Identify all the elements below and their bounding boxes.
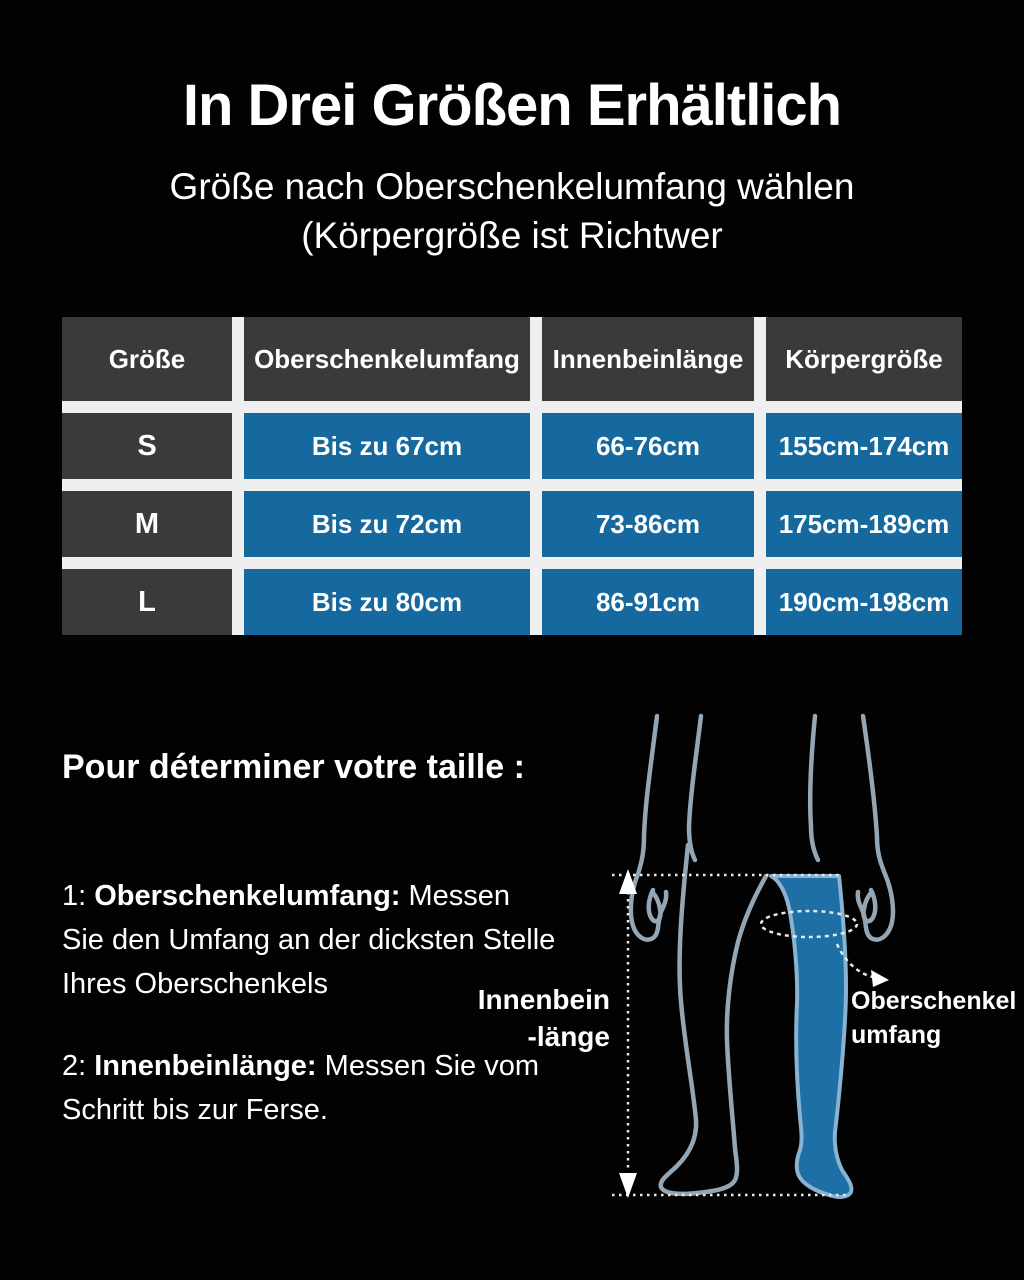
thigh-circumference-label	[851, 984, 1016, 1052]
thigh-label-line-2: umfang	[851, 1021, 942, 1049]
table-row-s-size: S	[62, 413, 232, 479]
legs-measurement-diagram	[605, 712, 1015, 1212]
table-row-m-inseam: 73-86cm	[542, 491, 754, 557]
thigh-label-line-1: Oberschenkel	[851, 987, 1017, 1015]
table-row-s-thigh: Bis zu 67cm	[244, 413, 530, 479]
size-table	[62, 317, 962, 635]
right-hand-finger	[864, 890, 876, 921]
column-header-size: Größe	[62, 317, 232, 401]
table-row-s-inseam: 66-76cm	[542, 413, 754, 479]
right-arm-inner-line	[810, 716, 818, 860]
inseam-label-line-1: Innenbein	[477, 984, 610, 1015]
step-2-text: Messen Sie vom Schritt bis zur Ferse.	[62, 1050, 540, 1126]
column-header-inseam: Innenbeinlänge	[542, 317, 754, 401]
subtitle-line-2: (Körpergröße ist Richtwer	[301, 215, 723, 256]
left-leg-outline	[661, 845, 766, 1194]
column-header-height: Körpergröße	[766, 317, 962, 401]
left-arm-inner-line	[689, 716, 701, 860]
table-row-m-height: 175cm-189cm	[766, 491, 962, 557]
left-hand-finger	[649, 890, 661, 921]
table-row-m-thigh: Bis zu 72cm	[244, 491, 530, 557]
table-row-l-inseam: 86-91cm	[542, 569, 754, 635]
page-title: In Drei Größen Erhältlich	[182, 73, 842, 138]
table-row-l-size: L	[62, 569, 232, 635]
guide-heading: Pour déterminer votre taille :	[62, 748, 525, 786]
page-subtitle	[0, 162, 1024, 260]
highlighted-leg	[771, 876, 851, 1197]
step-2-number: 2:	[62, 1050, 87, 1082]
step-1-text: Messen Sie den Umfang an der dicksten Stelle Ihres Oberschenkels	[62, 880, 556, 1000]
inseam-label-line-2: -länge	[527, 1021, 610, 1052]
table-row-s-height: 155cm-174cm	[766, 413, 962, 479]
step-1-number: 1:	[62, 880, 87, 912]
table-row-l-thigh: Bis zu 80cm	[244, 569, 530, 635]
column-header-thigh: Oberschenkelumfang	[244, 317, 530, 401]
table-row-l-height: 190cm-198cm	[766, 569, 962, 635]
step-2-label: Innenbeinlänge:	[94, 1050, 317, 1082]
body-outline	[631, 716, 893, 1194]
subtitle-line-1: Größe nach Oberschenkelumfang wählen	[169, 166, 855, 207]
step-1-label: Oberschenkelumfang:	[94, 880, 401, 912]
measure-step-2	[62, 1044, 557, 1132]
inseam-length-label	[478, 981, 610, 1055]
table-row-m-size: M	[62, 491, 232, 557]
